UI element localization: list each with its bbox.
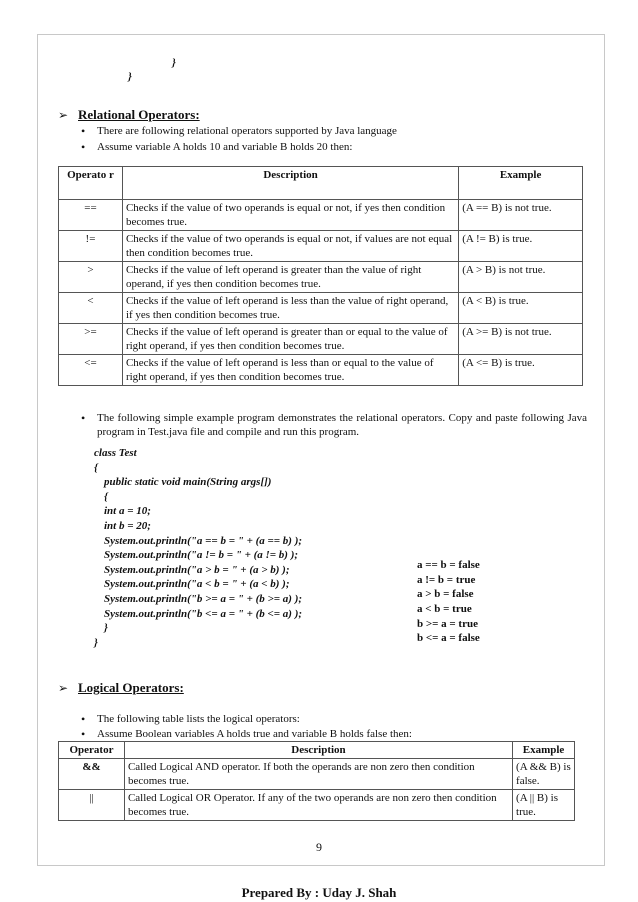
operator-cell: && [59, 759, 125, 790]
description-cell: Checks if the value of left operand is less than the value of right operand, if yes then condition becomes true. [122, 293, 458, 324]
table-header-row [59, 742, 575, 759]
code-line: System.out.println("a == b = " + (a == b) ); [104, 535, 303, 547]
description-cell: Checks if the value of left operand is greater than or equal to the value of right operand, if yes then condition becomes true. [122, 324, 458, 355]
output-line: a < b = true [417, 603, 472, 615]
example-cell: (A < B) is true. [459, 293, 583, 324]
output-line: a != b = true [417, 574, 476, 586]
output-line: a == b = false [417, 559, 480, 571]
description-cell: Checks if the value of left operand is greater than the value of right operand, if yes then condition becomes true. [122, 262, 458, 293]
header-example: Example [459, 167, 583, 200]
header-operator: Operato r [59, 167, 123, 200]
operator-cell: == [59, 200, 123, 231]
code-line: { [94, 462, 98, 474]
bullet-item: • There are following relational operators supported by Java language [97, 124, 397, 138]
table-row [59, 231, 583, 262]
table-row [59, 759, 575, 790]
description-cell: Checks if the value of two operands is equal or not, if yes then condition becomes true. [122, 200, 458, 231]
example-cell: (A && B) is false. [513, 759, 575, 790]
description-cell: Checks if the value of left operand is less than or equal to the value of right operand, if yes then condition becomes true. [122, 355, 458, 386]
code-line: public static void main(String args[]) [104, 476, 272, 488]
page-number: 9 [316, 840, 322, 854]
relational-table [58, 166, 583, 386]
example-cell: (A <= B) is true. [459, 355, 583, 386]
code-brace: } [128, 71, 132, 83]
description-cell: Checks if the value of two operands is equal or not, if values are not equal then condition becomes true. [122, 231, 458, 262]
relational-heading: Relational Operators: [78, 107, 200, 122]
bullet-item: • The following table lists the logical operators: [97, 712, 300, 726]
code-brace: } [172, 57, 176, 69]
code-line: System.out.println("a != b = " + (a != b) ); [104, 549, 299, 561]
code-line: System.out.println("a < b = " + (a < b) ); [104, 578, 290, 590]
description-cell: Called Logical OR Operator. If any of the two operands are non zero then condition becomes true. [124, 790, 512, 821]
example-intro: • The following simple example program demonstrates the relational operators. Copy and paste following Java program in Test.java file and compile and run this program. [97, 411, 587, 439]
example-cell: (A || B) is true. [513, 790, 575, 821]
code-line: { [104, 491, 108, 503]
description-cell: Called Logical AND operator. If both the operands are non zero then condition becomes true. [124, 759, 512, 790]
table-header-row [59, 167, 583, 200]
output-line: a > b = false [417, 588, 474, 600]
table-row [59, 200, 583, 231]
header-example: Example [513, 742, 575, 759]
operator-cell: <= [59, 355, 123, 386]
bullet-item: • Assume Boolean variables A holds true and variable B holds false then: [97, 727, 412, 741]
output-line: b >= a = true [417, 618, 478, 630]
example-cell: (A >= B) is not true. [459, 324, 583, 355]
code-line: int b = 20; [104, 520, 151, 532]
arrow-bullet-icon: ➢ [58, 681, 69, 695]
header-description: Description [124, 742, 512, 759]
code-line: class Test [94, 447, 137, 459]
arrow-bullet-icon: ➢ [58, 108, 69, 122]
operator-cell: != [59, 231, 123, 262]
example-cell: (A != B) is true. [459, 231, 583, 262]
code-line: System.out.println("a > b = " + (a > b) ); [104, 564, 290, 576]
code-line: } [104, 622, 108, 634]
code-line: int a = 10; [104, 505, 151, 517]
table-row [59, 293, 583, 324]
code-line: System.out.println("b <= a = " + (b <= a) ); [104, 608, 303, 620]
operator-cell: > [59, 262, 123, 293]
code-line: System.out.println("b >= a = " + (b >= a) ); [104, 593, 303, 605]
bullet-item: • Assume variable A holds 10 and variable B holds 20 then: [97, 140, 352, 154]
table-row [59, 262, 583, 293]
example-cell: (A == B) is not true. [459, 200, 583, 231]
operator-cell: < [59, 293, 123, 324]
operator-cell: >= [59, 324, 123, 355]
example-cell: (A > B) is not true. [459, 262, 583, 293]
code-line: } [94, 637, 98, 649]
output-line: b <= a = false [417, 632, 480, 644]
logical-heading: Logical Operators: [78, 680, 184, 695]
logical-table [58, 741, 575, 821]
footer-credit: Prepared By : Uday J. Shah [241, 885, 397, 900]
header-description: Description [122, 167, 458, 200]
table-row [59, 324, 583, 355]
header-operator: Operator [59, 742, 125, 759]
table-row [59, 355, 583, 386]
operator-cell: || [59, 790, 125, 821]
table-row [59, 790, 575, 821]
